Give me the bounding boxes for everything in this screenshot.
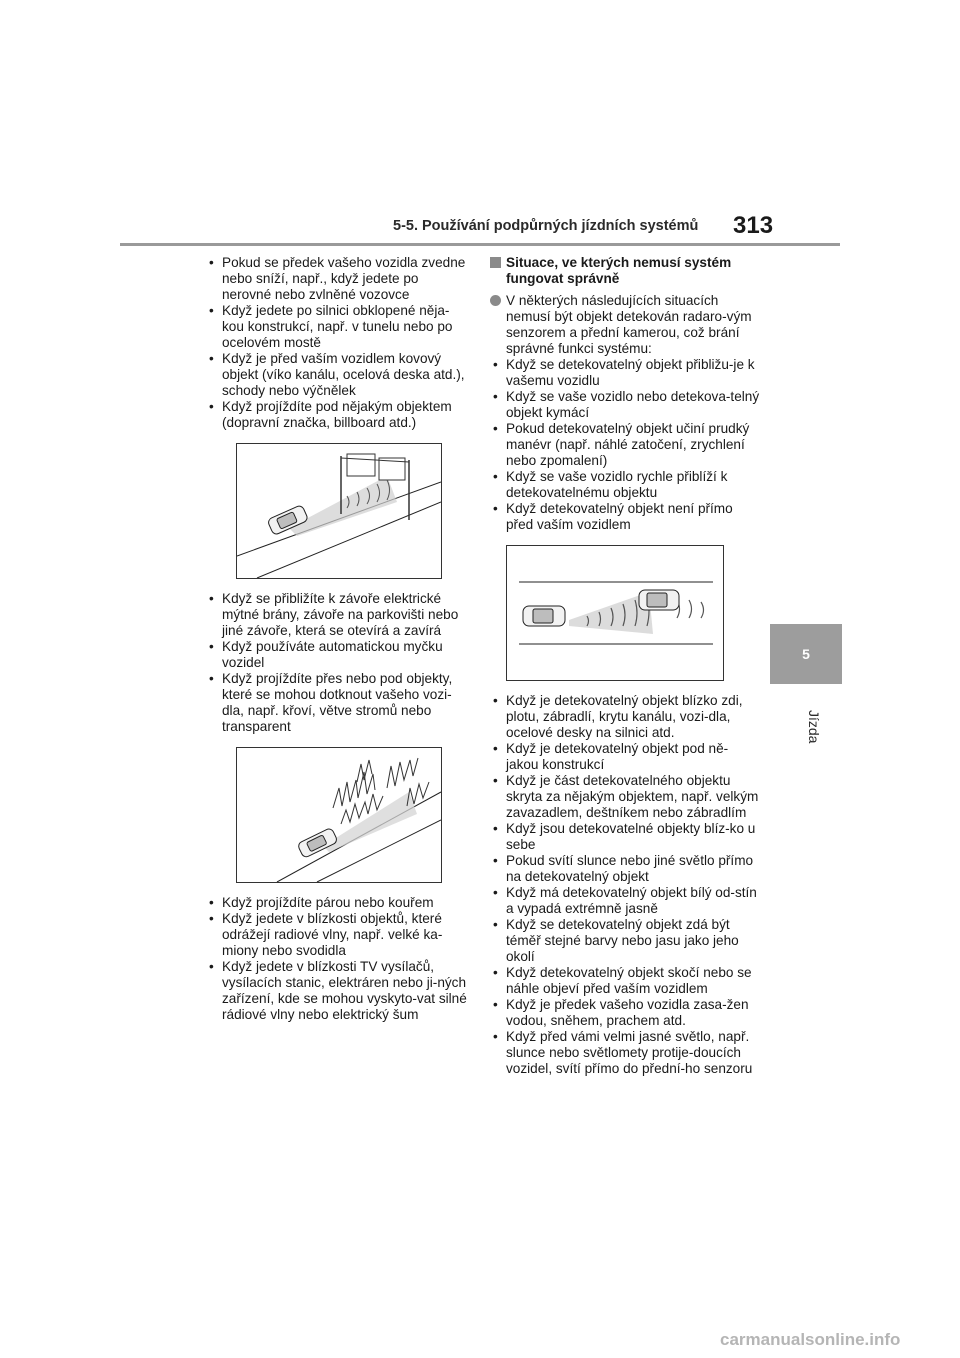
list-item: • Když se vaše vozidlo rychle přiblíží k detekovatelnému objektu [490,469,760,501]
square-bullet-icon [490,257,501,268]
overhead-sign-drawing [237,444,441,578]
chapter-label: Jízda [806,710,822,744]
list-item: • Pokud detekovatelný objekt učiní prudký manévr (např. náhlé zatočení, zrychlení nebo zpomalení) [490,421,760,469]
left-list-1 [206,255,468,431]
header-section-title: 5-5. Používání podpůrných jízdních systémů [393,218,699,234]
right-list-1 [490,357,760,533]
chapter-tab [770,624,842,684]
chapter-number: 5 [802,646,810,662]
list-item: • Když je část detekovatelného objektu skryta za nějakým objektem, např. velkým zavazadlem, deštníkem nebo zábradlím [490,773,760,821]
section-heading: Situace, ve kterých nemusí systém fungovat správně [490,255,760,287]
page-number: 313 [733,212,774,239]
offset-target-drawing [507,546,723,680]
list-item: • Když před vámi velmi jasné světlo, např. slunce nebo světlomety protije-doucích vozidel, svítí přímo do přední-ho senzoru [490,1029,760,1077]
list-item: • Když se detekovatelný objekt zdá být téměř stejné barvy nebo jasu jako jeho okolí [490,917,760,965]
left-list-2 [206,591,468,735]
watermark: carmanualsonline.info [720,1330,901,1349]
list-item: • Když jedete v blízkosti TV vysílačů, vysílacích stanic, elektráren nebo ji-ných zařízení, kde se mohou vyskyto-vat silné rádiové vlny nebo elektrický šum [206,959,468,1023]
list-item: • Když se vaše vozidlo nebo detekova-telný objekt kymácí [490,389,760,421]
list-item: • Když se přibližíte k závoře elektrické mýtné brány, závoře na parkovišti nebo jiné závoře, která se otevírá a zavírá [206,591,468,639]
list-item: • Když detekovatelný objekt není přímo před vaším vozidlem [490,501,760,533]
right-column [490,255,760,1077]
list-item: • Když jedete po silnici obklopené něja-kou konstrukcí, např. v tunelu nebo po ocelovém mostě [206,303,468,351]
header-divider [120,243,840,246]
circle-bullet-icon [490,295,501,306]
list-item: • Pokud svítí slunce nebo jiné světlo přímo na detekovatelný objekt [490,853,760,885]
illustration-offset-target [506,545,724,681]
left-column [206,255,468,1023]
illustration-overhead-sign [236,443,442,579]
list-item: • Když má detekovatelný objekt bílý od-stín a vypadá extrémně jasně [490,885,760,917]
list-item: • Když používáte automatickou myčku vozidel [206,639,468,671]
list-item: • Když se detekovatelný objekt přibližu-je k vašemu vozidlu [490,357,760,389]
list-item: • Pokud se předek vašeho vozidla zvedne nebo sníží, např., když jedete po nerovné nebo zvlněné vozovce [206,255,468,303]
list-item: • Když projíždíte párou nebo kouřem [206,895,468,911]
list-item: • Když detekovatelný objekt skočí nebo se náhle objeví před vaším vozidlem [490,965,760,997]
list-item: • Když jsou detekovatelné objekty blíz-ko u sebe [490,821,760,853]
right-list-2 [490,693,760,1077]
list-item: • Když jedete v blízkosti objektů, které odrážejí radiové vlny, např. velké ka-miony nebo svodidla [206,911,468,959]
list-item: • Když projíždíte přes nebo pod objekty, které se mohou dotknout vašeho vozi-dla, např. křoví, větve stromů nebo transparent [206,671,468,735]
left-list-3 [206,895,468,1023]
list-item: • Když je detekovatelný objekt pod ně-jakou konstrukcí [490,741,760,773]
illustration-bushes [236,747,442,883]
list-item: • Když je před vaším vozidlem kovový objekt (víko kanálu, ocelová deska atd.), schody nebo výčnělek [206,351,468,399]
bushes-drawing [237,748,441,882]
list-item: • Když je detekovatelný objekt blízko zdi, plotu, zábradlí, krytu kanálu, vozi-dla, ocelové desky na silnici atd. [490,693,760,741]
section-intro: V některých následujících situacích nemusí být objekt detekován radaro-vým senzorem a přední kamerou, což brání správné funkci systému: [490,293,760,357]
list-item: • Když projíždíte pod nějakým objektem (dopravní značka, billboard atd.) [206,399,468,431]
list-item: • Když je předek vašeho vozidla zasa-žen vodou, sněhem, prachem atd. [490,997,760,1029]
